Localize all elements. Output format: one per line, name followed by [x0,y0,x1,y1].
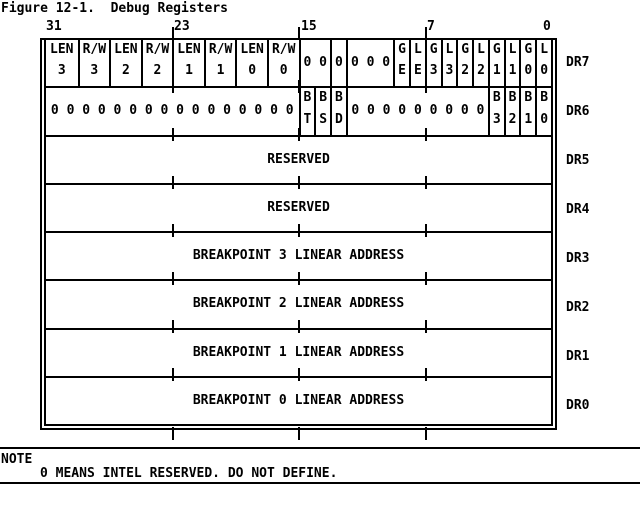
bitfield-text-bottom: 2 [121,63,130,79]
byte-tick-mark [425,368,427,381]
bitfield-text-bottom: 3 [429,63,438,79]
bitfield-cell [78,40,110,86]
byte-tick-mark [298,27,300,38]
bitfield-cell [456,40,472,86]
bitfield-text-bottom: 3 [445,63,454,79]
register-label-dr3: DR3 [566,251,590,266]
bitfield-cell [46,40,78,86]
register-label-dr2: DR2 [566,300,590,315]
bitfield-cell [46,378,551,424]
bitfield-cell [235,40,267,86]
bitfield-text-bottom: 3 [57,63,66,79]
byte-tick-mark [172,320,174,333]
bitfield-text-top: L [477,42,485,57]
bitfield-text-top: LEN [240,42,264,57]
byte-tick-mark [172,176,174,189]
byte-tick-mark [298,176,300,189]
bit-label-31: 31 [46,19,62,34]
bitfield-cell [519,88,535,134]
register-label-dr5: DR5 [566,153,590,168]
bitfield-text-top: B [492,90,501,106]
bitfield-text-bottom: 0 [248,63,257,79]
byte-tick-mark [298,320,300,333]
byte-tick-mark [425,128,427,141]
bitfield-text-bottom: 2 [461,63,470,79]
bitfield-text-top: B [524,90,533,106]
bitfield-text-top: LEN [50,42,74,57]
bitfield-text: RESERVED [267,151,330,167]
bitfield-cell [330,40,346,86]
bitfield-text: BREAKPOINT 0 LINEAR ADDRESS [192,392,405,408]
byte-tick-mark [298,224,300,237]
note-divider-top [0,447,640,449]
bitfield-cell [346,40,393,86]
bitfield-cell [141,40,173,86]
bitfield-text-top: G [429,42,438,57]
byte-tick-mark [172,80,174,93]
byte-tick-mark [425,224,427,237]
bitfield-text-bottom: 3 [90,63,99,79]
bitfield-text-top: G [492,42,501,57]
bitfield-cell [346,88,488,134]
bitfield-text-bottom: T [303,111,312,127]
bitfield-text-top: LEN [177,42,201,57]
bitfield-text-bottom: 2 [477,63,485,79]
byte-tick-mark [425,320,427,333]
bitfield-text-top: G [461,42,470,57]
bitfield-text-top: B [335,90,343,106]
bitfield-cell [519,40,535,86]
byte-tick-mark [298,368,300,381]
figure-title: Figure 12-1. Debug Registers [1,1,228,16]
bitfield-text-bottom: E [413,63,422,79]
bitfield-cell [535,88,551,134]
byte-tick-mark [172,427,174,440]
bitfield-text: BREAKPOINT 1 LINEAR ADDRESS [192,344,405,360]
bitfield-text: 0 0 0 0 0 0 0 0 0 [351,103,485,119]
register-label-dr1: DR1 [566,349,590,364]
byte-tick-mark [172,128,174,141]
bitfield-text-bottom: 2 [508,111,517,127]
bitfield-text-top: L [445,42,454,57]
byte-tick-mark [425,176,427,189]
bitfield-cell [109,40,141,86]
bitfield-text-top: B [508,90,517,106]
byte-tick-mark [425,80,427,93]
bitfield-text: 0 0 0 [350,55,391,71]
bitfield-cell [504,40,520,86]
byte-tick-mark [298,272,300,285]
register-label-dr7: DR7 [566,55,590,70]
bitfield-cell [299,88,315,134]
bitfield-text: 0 [335,55,343,71]
bitfield-text-top: B [319,90,328,106]
bitfield-cell [425,40,441,86]
bitfield-text-top: LEN [114,42,138,57]
bitfield-text-bottom: 0 [540,63,549,79]
bitfield-text: BREAKPOINT 3 LINEAR ADDRESS [192,248,405,264]
bitfield-text: RESERVED [267,199,330,215]
bitfield-text-top: B [303,90,312,106]
byte-tick-mark [298,80,300,93]
bitfield-cell [299,40,331,86]
bitfield-cell [330,88,346,134]
bitfield-text-bottom: 1 [216,63,225,79]
bitfield-text-top: B [540,90,549,106]
byte-tick-mark [425,427,427,440]
bitfield-text-bottom: 0 [279,63,288,79]
bitfield-cell [204,40,236,86]
bitfield-cell [267,40,299,86]
bitfield-text-top: G [524,42,533,57]
note-text: 0 MEANS INTEL RESERVED. DO NOT DEFINE. [40,466,338,481]
bitfield-cell [488,88,504,134]
bitfield-text-bottom: 1 [508,63,517,79]
bitfield-text-bottom: D [335,111,343,127]
byte-tick-mark [425,272,427,285]
byte-tick-mark [172,27,174,38]
note-divider-bottom [0,482,640,484]
bitfield-text-bottom: 2 [153,63,162,79]
byte-tick-mark [172,368,174,381]
bitfield-cell [314,88,330,134]
bitfield-text-bottom: S [319,111,328,127]
byte-tick-mark [172,224,174,237]
register-label-dr0: DR0 [566,398,590,413]
bitfield-text-bottom: 1 [524,111,533,127]
register-name-labels [566,38,589,430]
bitfield-text-top: L [540,42,549,57]
bitfield-text-top: G [398,42,406,57]
bitfield-cell [535,40,551,86]
bitfield-cell [409,40,425,86]
bitfield-cell [472,40,488,86]
bitfield-cell [488,40,504,86]
bitfield-text-top: L [508,42,517,57]
note-heading: NOTE [1,452,33,467]
bitfield-cell [172,40,204,86]
bitfield-text: BREAKPOINT 2 LINEAR ADDRESS [192,296,405,312]
bitfield-cell [441,40,457,86]
byte-tick-mark [298,427,300,440]
byte-tick-mark [298,128,300,141]
bitfield-text-top: R/W [82,42,107,57]
bitfield-text: 0 0 [303,55,328,71]
bitfield-cell [393,40,409,86]
bitfield-text-bottom: 1 [185,63,193,79]
bitfield-text-bottom: 1 [492,63,501,79]
bitfield-cell [504,88,520,134]
byte-tick-mark [425,27,427,38]
bit-label-7: 7 [427,19,435,34]
register-row-dr0 [46,378,551,424]
bitfield-text-bottom: E [398,63,406,79]
bitfield-text-top: R/W [208,42,233,57]
bitfield-text-bottom: 0 [540,111,549,127]
byte-tick-mark [172,272,174,285]
bitfield-text-top: L [413,42,422,57]
bit-label-0: 0 [543,19,551,34]
bitfield-text: 0 0 0 0 0 0 0 0 0 0 0 0 0 0 0 0 [50,103,294,119]
register-label-dr6: DR6 [566,104,590,119]
bitfield-text-bottom: 0 [524,63,533,79]
bit-label-15: 15 [301,19,317,34]
bitfield-text-top: R/W [145,42,170,57]
register-label-dr4: DR4 [566,202,590,217]
bit-label-23: 23 [174,19,190,34]
bitfield-text-top: R/W [271,42,296,57]
bitfield-text-bottom: 3 [492,111,501,127]
